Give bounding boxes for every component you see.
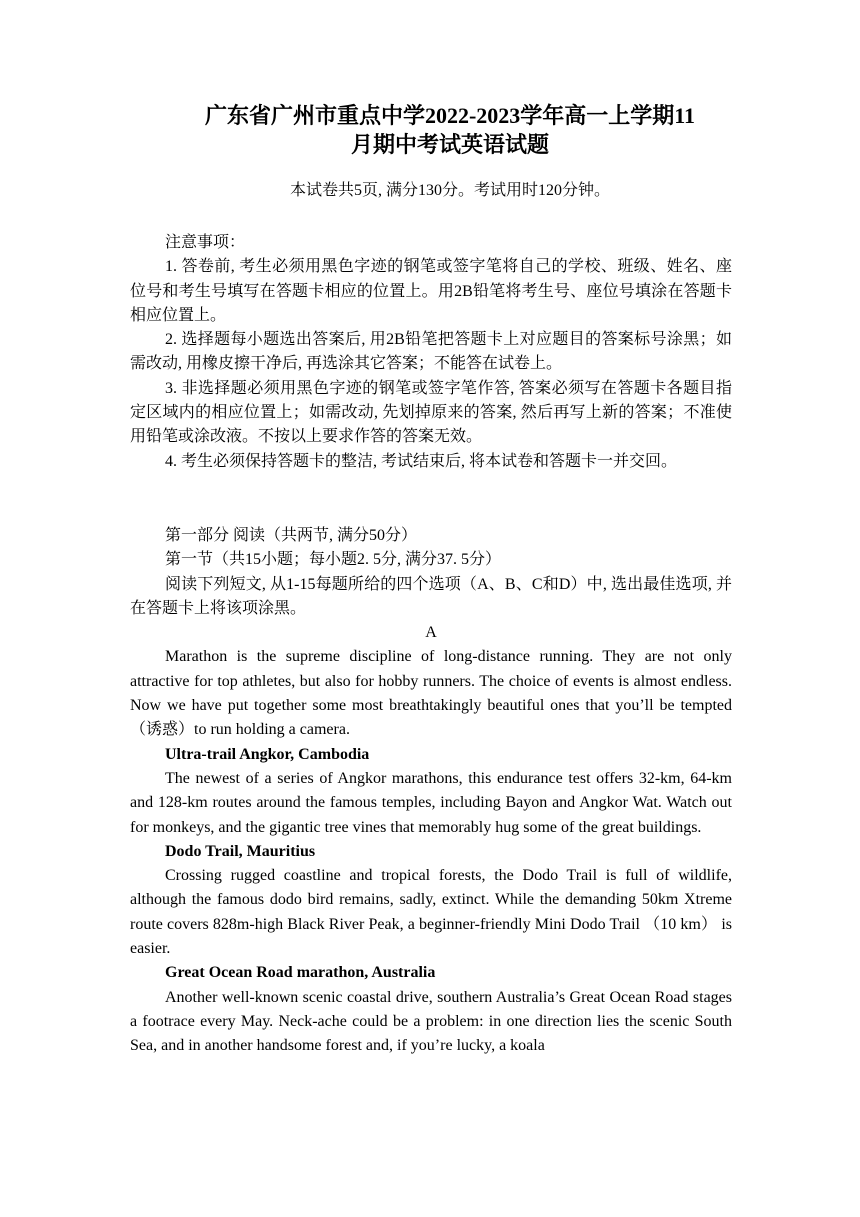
title-line-2: 月期中考试英语试题 <box>350 132 549 157</box>
note-item-4: 4. 考生必须保持答题卡的整洁, 考试结束后, 将本试卷和答题卡一并交回。 <box>165 452 678 470</box>
entry-text-dodo: Crossing rugged coastline and tropical forests, the Dodo Trail is full of wildlife, although the famous dodo bird remains, sadly, extinct. While the demanding 50km Xtreme route covers 828m-high Black River Peak, a beginner-friendly Mini Dodo Trail （10 km） is easier. <box>130 867 732 958</box>
passage-label: A <box>425 624 437 642</box>
notes-section <box>130 231 732 474</box>
note-item-3: 3. 非选择题必须用黑色字迹的钢笔或签字笔作答, 答案必须写在答题卡各题目指定区域内的相应位置上；如需改动, 先划掉原来的答案, 然后再写上新的答案；不准使用铅笔或涂改液。不按以上要求作答的答案无效。 <box>130 379 732 446</box>
entry-text-great-ocean: Another well-known scenic coastal drive, southern Australia’s Great Ocean Road stages a footrace every May. Neck-ache could be a problem: in one direction lies the scenic South Sea, and in another handsome forest and, if you’re lucky, a koala <box>130 988 732 1055</box>
entry-heading-angkor: Ultra-trail Angkor, Cambodia <box>165 745 370 763</box>
notes-heading: 注意事项： <box>165 234 246 251</box>
note-item-2: 2. 选择题每小题选出答案后, 用2B铅笔把答题卡上对应题目的答案标号涂黑；如需改动, 用橡皮擦干净后, 再选涂其它答案；不能答在试卷上。 <box>130 331 732 373</box>
entry-heading-great-ocean: Great Ocean Road marathon, Australia <box>165 964 436 982</box>
passage-intro: Marathon is the supreme discipline of long-distance running. They are not only attractive for top athletes, but also for hobby runners. The choice of events is almost endless. Now we have put together some most breathtakingly beautiful ones that you’ll be tempted（诱惑）to run holding a camera. <box>130 648 732 739</box>
section-heading: 第一节（共15小题；每小题2. 5分, 满分37. 5分） <box>165 551 502 569</box>
entry-heading-dodo: Dodo Trail, Mauritius <box>165 842 316 860</box>
entry-text-angkor: The newest of a series of Angkor marathons, this endurance test offers 32-km, 64-km and 128-km routes around the famous temples, including Bayon and Angkor Wat. Watch out for monkeys, and the gigantic tree vines that memorably hug some of the great buildings. <box>130 769 732 836</box>
part-heading: 第一部分 阅读（共两节, 满分50分） <box>165 527 418 544</box>
reading-part <box>130 524 732 1059</box>
title-line-1: 广东省广州市重点中学2022-2023学年高一上学期11 <box>204 103 696 128</box>
exam-info: 本试卷共5页, 满分130分。考试用时120分钟。 <box>289 182 610 199</box>
instructions: 阅读下列短文, 从1-15每题所给的四个选项（A、B、C和D）中, 选出最佳选项, 并在答题卡上将该项涂黑。 <box>130 575 732 617</box>
note-item-1: 1. 答卷前, 考生必须用黑色字迹的钢笔或签字笔将自己的学校、班级、姓名、座位号和考生号填写在答题卡相应的位置上。用2B铅笔将考生号、座位号填涂在答题卡相应位置上。 <box>130 258 732 324</box>
page-title <box>0 101 860 159</box>
